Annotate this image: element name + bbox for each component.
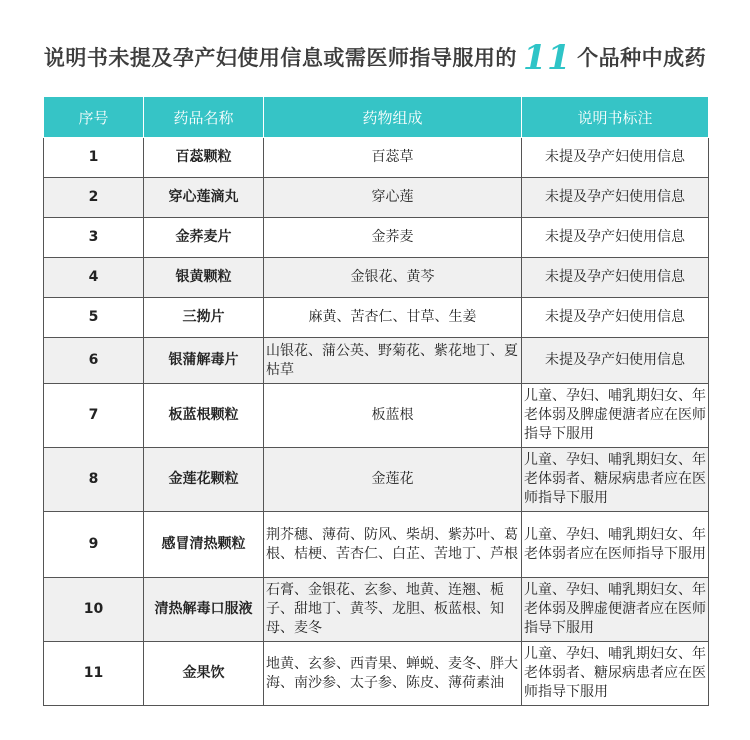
cell-no: 2 <box>44 178 144 218</box>
table-row <box>44 512 709 578</box>
cell-no: 5 <box>44 298 144 338</box>
cell-name: 银蒲解毒片 <box>144 338 264 384</box>
cell-name: 银黄颗粒 <box>144 258 264 298</box>
table-row <box>44 448 709 512</box>
header-name: 药品名称 <box>144 97 264 138</box>
table-row <box>44 218 709 258</box>
cell-no: 6 <box>44 338 144 384</box>
cell-note: 儿童、孕妇、哺乳期妇女、年老体弱及脾虚便溏者应在医师指导下服用 <box>522 578 709 642</box>
table-header-row <box>44 97 709 138</box>
cell-note: 未提及孕产妇使用信息 <box>522 218 709 258</box>
title-prefix: 说明书未提及孕产妇使用信息或需医师指导服用的 <box>43 46 517 70</box>
cell-name: 百蕊颗粒 <box>144 138 264 178</box>
cell-composition: 地黄、玄参、西青果、蝉蜕、麦冬、胖大海、南沙参、太子参、陈皮、薄荷素油 <box>264 642 522 706</box>
header-note: 说明书标注 <box>522 97 709 138</box>
table-row <box>44 178 709 218</box>
title-suffix: 个品种中成药 <box>577 46 707 70</box>
cell-composition: 百蕊草 <box>264 138 522 178</box>
cell-name: 清热解毒口服液 <box>144 578 264 642</box>
cell-no: 10 <box>44 578 144 642</box>
cell-composition: 麻黄、苦杏仁、甘草、生姜 <box>264 298 522 338</box>
cell-no: 9 <box>44 512 144 578</box>
cell-composition: 金荞麦 <box>264 218 522 258</box>
cell-no: 11 <box>44 642 144 706</box>
cell-composition: 金银花、黄芩 <box>264 258 522 298</box>
cell-note: 未提及孕产妇使用信息 <box>522 338 709 384</box>
cell-name: 穿心莲滴丸 <box>144 178 264 218</box>
table-row <box>44 138 709 178</box>
cell-no: 1 <box>44 138 144 178</box>
header-no: 序号 <box>44 97 144 138</box>
cell-note: 未提及孕产妇使用信息 <box>522 258 709 298</box>
title-number: 11 <box>522 38 572 78</box>
table-row <box>44 338 709 384</box>
table-row <box>44 258 709 298</box>
cell-note: 未提及孕产妇使用信息 <box>522 138 709 178</box>
cell-composition: 山银花、蒲公英、野菊花、紫花地丁、夏枯草 <box>264 338 522 384</box>
cell-name: 板蓝根颗粒 <box>144 384 264 448</box>
page-title <box>0 38 750 78</box>
table-row <box>44 578 709 642</box>
cell-no: 8 <box>44 448 144 512</box>
cell-name: 金荞麦片 <box>144 218 264 258</box>
table-row <box>44 384 709 448</box>
cell-no: 7 <box>44 384 144 448</box>
table-row <box>44 298 709 338</box>
cell-composition: 石膏、金银花、玄参、地黄、连翘、栀子、甜地丁、黄芩、龙胆、板蓝根、知母、麦冬 <box>264 578 522 642</box>
cell-note: 未提及孕产妇使用信息 <box>522 178 709 218</box>
cell-note: 儿童、孕妇、哺乳期妇女、年老体弱者应在医师指导下服用 <box>522 512 709 578</box>
cell-name: 金莲花颗粒 <box>144 448 264 512</box>
cell-note: 儿童、孕妇、哺乳期妇女、年老体弱者、糖尿病患者应在医师指导下服用 <box>522 448 709 512</box>
cell-note: 儿童、孕妇、哺乳期妇女、年老体弱者、糖尿病患者应在医师指导下服用 <box>522 642 709 706</box>
cell-name: 金果饮 <box>144 642 264 706</box>
cell-composition: 穿心莲 <box>264 178 522 218</box>
cell-note: 儿童、孕妇、哺乳期妇女、年老体弱及脾虚便溏者应在医师指导下服用 <box>522 384 709 448</box>
cell-composition: 板蓝根 <box>264 384 522 448</box>
cell-composition: 金莲花 <box>264 448 522 512</box>
table-row <box>44 642 709 706</box>
header-composition: 药物组成 <box>264 97 522 138</box>
cell-no: 3 <box>44 218 144 258</box>
cell-note: 未提及孕产妇使用信息 <box>522 298 709 338</box>
medicine-table <box>43 96 709 706</box>
cell-name: 感冒清热颗粒 <box>144 512 264 578</box>
cell-composition: 荆芥穗、薄荷、防风、柴胡、紫苏叶、葛根、桔梗、苦杏仁、白芷、苦地丁、芦根 <box>264 512 522 578</box>
cell-no: 4 <box>44 258 144 298</box>
cell-name: 三拗片 <box>144 298 264 338</box>
